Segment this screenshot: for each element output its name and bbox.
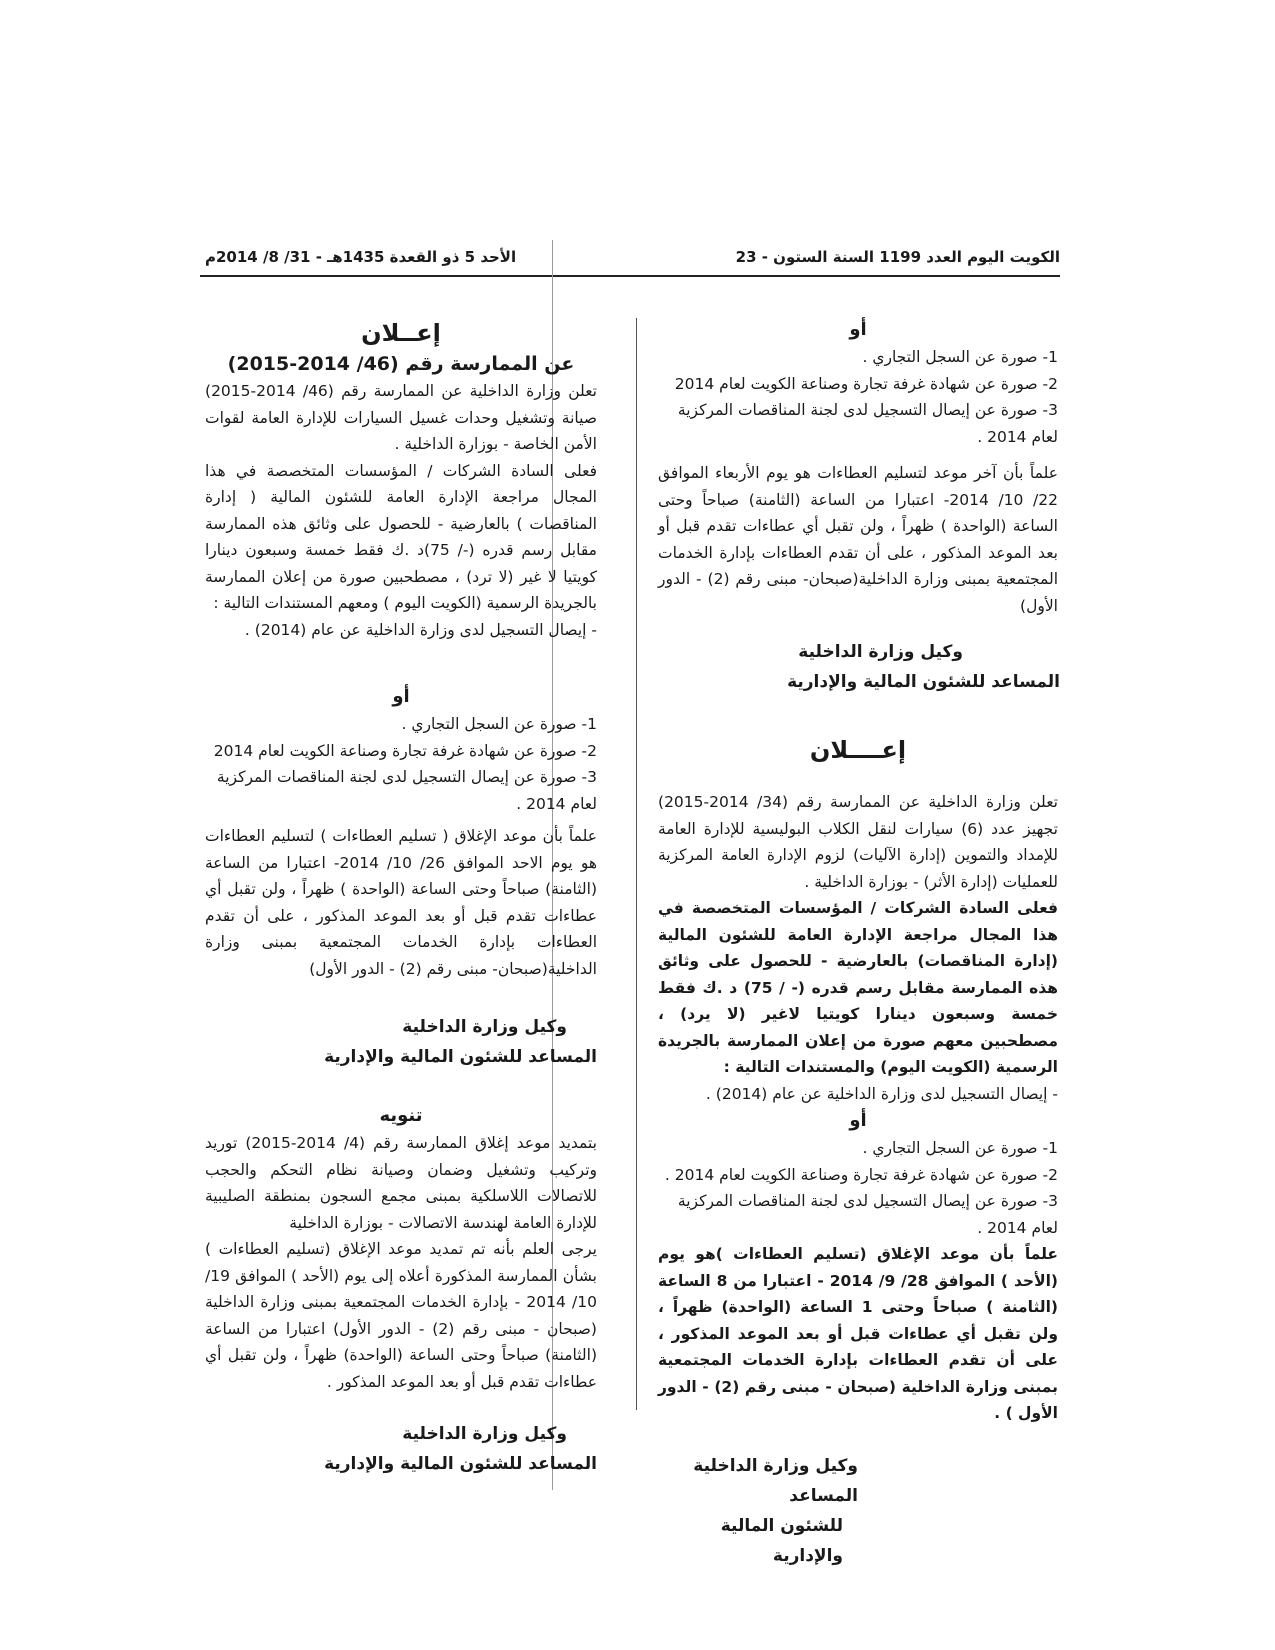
notice-title: تنويه bbox=[379, 1105, 423, 1126]
or-heading: أو bbox=[849, 1110, 867, 1131]
requirements-list bbox=[658, 1135, 1058, 1241]
or-heading: أو bbox=[392, 686, 410, 707]
signature-line: وكيل وزارة الداخلية المساعد bbox=[693, 1455, 858, 1506]
header-date: الأحد 5 ذو القعدة 1435هـ - 31/ 8/ 2014م bbox=[205, 248, 517, 266]
list-item: 1- صورة عن السجل التجاري . bbox=[401, 715, 597, 733]
announcement-paragraph: فعلى السادة الشركات / المؤسسات المتخصصة في هذا المجال مراجعة الإدارة العامة للشئون المالية ( إدارة المناقصات ) بالعارضية - للحصول على وثائق هذه الممارسة مقابل رسم قدره (-/ 75)د .ك فقط خمسة وسبعون دينارا كويتيا لا غير (لا ترد) ، مصطحبين صورة من إعلان الممارسة بالجريدة الرسمية (الكويت اليوم ) ومعهم المستندات التالية : bbox=[205, 461, 597, 612]
announcement-title: إعــــلان bbox=[809, 736, 907, 764]
list-item: 3- صورة عن إيصال التسجيل لدى لجنة المناقصات المركزية لعام 2014 . bbox=[677, 401, 1058, 446]
list-item: 3- صورة عن إيصال التسجيل لدى لجنة المناقصات المركزية لعام 2014 . bbox=[216, 768, 597, 813]
announcement-title: إعــلان bbox=[361, 319, 441, 347]
announcement-paragraph: تعلن وزارة الداخلية عن الممارسة رقم (46/ 2014-2015) صيانة وتشغيل وحدات غسيل السيارات للإدارة العامة لقوات الأمن الخاصة - بوزارة الداخلية . bbox=[205, 382, 597, 453]
list-item: 3- صورة عن إيصال التسجيل لدى لجنة المناقصات المركزية لعام 2014 . bbox=[677, 1192, 1058, 1237]
requirements-list bbox=[205, 711, 597, 817]
requirements-list bbox=[658, 344, 1058, 450]
list-item: 1- صورة عن السجل التجاري . bbox=[862, 1139, 1058, 1157]
deadline-notice: علماً بأن آخر موعد لتسليم العطاءات هو يوم الأربعاء الموافق 22/ 10/ 2014- اعتبارا من الساعة (الثامنة) صباحاً وحتى الساعة (الواحدة ) ظهراً ، ولن تقبل أي عطاءات تقدم قبل أو بعد الموعد المذكور ، على أن تقدم العطاءات بإدارة الخدمات المجتمعية بمبنى وزارة الداخلية(صبحان- مبنى رقم (2) - الدور الأول) bbox=[658, 464, 1059, 615]
signature-line: المساعد للشئون المالية والإدارية bbox=[787, 672, 1060, 692]
announcement-paragraph: تعلن وزارة الداخلية عن الممارسة رقم (34/ 2014-2015) تجهيز عدد (6) سيارات لنقل الكلاب البوليسية للإدارة العامة للإمداد والتموين (إدارة الآليات) لزوم الإدارة العامة المركزية للعمليات (إدارة الأثر) - بوزارة الداخلية . bbox=[658, 793, 1058, 891]
right-column bbox=[658, 316, 1058, 1571]
deadline-notice: علماً بأن موعد الإغلاق ( تسليم العطاءات ) لتسليم العطاءات هو يوم الاحد الموافق 26/ 10/ 2014- اعتبارا من الساعة (الثامنة) صباحاً وحتى الساعة (الواحدة ) ظهراً ، ولن تقبل أي عطاءات تقدم قبل أو بعد الموعد المذكور ، على أن تقدم العطاءات بإدارة الخدمات المجتمعية بمبنى وزارة الداخلية(صبحان- مبنى رقم (2) - الدور الأول) bbox=[205, 827, 597, 978]
header-divider bbox=[200, 275, 1060, 277]
notice-paragraph: يرجى العلم بأنه تم تمديد موعد الإغلاق (تسليم العطاءات ) بشأن الممارسة المذكورة أعلاه إلى يوم (الأحد ) الموافق 19/ 10/ 2014 - بإدارة الخدمات المجتمعية بمبنى وزارة الداخلية (صبحان - مبنى رقم (2) - الدور الأول) اعتبارا من الساعة (الثامنة) صباحاً وحتى الساعة (الواحدة) ظهراً ، ولن تقبل أي عطاءات تقدم قبل أو بعد الموعد المذكور . bbox=[205, 1240, 598, 1391]
signature-line: وكيل وزارة الداخلية bbox=[798, 642, 963, 662]
column-divider bbox=[636, 318, 637, 1410]
left-column bbox=[205, 316, 597, 1479]
signature-line: للشئون المالية والإدارية bbox=[720, 1515, 843, 1566]
announcement-paragraph: - إيصال التسجيل لدى وزارة الداخلية عن عام (2014) . bbox=[705, 1084, 1058, 1103]
or-heading: أو bbox=[849, 319, 867, 340]
list-item: 2- صورة عن شهادة غرفة تجارة وصناعة الكويت لعام 2014 bbox=[674, 374, 1058, 393]
header-issue-info: الكويت اليوم العدد 1199 السنة الستون - 23 bbox=[735, 248, 1060, 266]
list-item: 2- صورة عن شهادة غرفة تجارة وصناعة الكويت لعام 2014 bbox=[213, 741, 597, 760]
signature-line: المساعد للشئون المالية والإدارية bbox=[324, 1047, 597, 1067]
list-item: 1- صورة عن السجل التجاري . bbox=[862, 348, 1058, 366]
deadline-notice: علماً بأن موعد الإغلاق (تسليم العطاءات )هو يوم (الأحد ) الموافق 28/ 9/ 2014 - اعتبارا من 8 الساعة (الثامنة ) صباحاً وحتى 1 الساعة (الواحدة) ظهراً ، ولن تقبل أي عطاءات قبل أو بعد الموعد المذكور ، على أن تقدم العطاءات بإدارة الخدمات المجتمعية بمبنى وزارة الداخلية (صبحان - مبنى رقم (2) - الدور الأول ) . bbox=[658, 1245, 1059, 1422]
notice-paragraph: بتمديد موعد إغلاق الممارسة رقم (4/ 2014-2015) توريد وتركيب وتشغيل وضمان وصيانة نظام التحكم والحجب للاتصالات اللاسلكية بمبنى مجمع السجون بمنطقة الصليبية للإدارة العامة لهندسة الاتصالات - بوزارة الداخلية bbox=[205, 1134, 597, 1232]
announcement-subtitle: عن الممارسة رقم (46/ 2014-2015) bbox=[227, 353, 575, 375]
list-item: 2- صورة عن شهادة غرفة تجارة وصناعة الكويت لعام 2014 . bbox=[664, 1165, 1058, 1184]
signature-block bbox=[658, 1451, 1058, 1571]
signature-line: وكيل وزارة الداخلية bbox=[402, 1017, 567, 1037]
signature-block bbox=[205, 1012, 597, 1072]
announcement-paragraph: - إيصال التسجيل لدى وزارة الداخلية عن عام (2014) . bbox=[244, 620, 597, 639]
signature-block bbox=[658, 637, 1058, 697]
signature-block bbox=[205, 1419, 597, 1479]
signature-line: وكيل وزارة الداخلية bbox=[402, 1424, 567, 1444]
announcement-paragraph: فعلى السادة الشركات / المؤسسات المتخصصة في هذا المجال مراجعة الإدارة العامة للشئون المالية (إدارة المناقصات) بالعارضية - للحصول على وثائق هذه الممارسة مقابل رسم قدره (- / 75) د .ك فقط خمسة وسبعون دينارا كويتيا لاغير (لا يرد) ، مصطحبين معهم صورة من إعلان الممارسة بالجريدة الرسمية (الكويت اليوم) والمستندات التالية : bbox=[658, 899, 1058, 1076]
signature-line: المساعد للشئون المالية والإدارية bbox=[324, 1454, 597, 1474]
